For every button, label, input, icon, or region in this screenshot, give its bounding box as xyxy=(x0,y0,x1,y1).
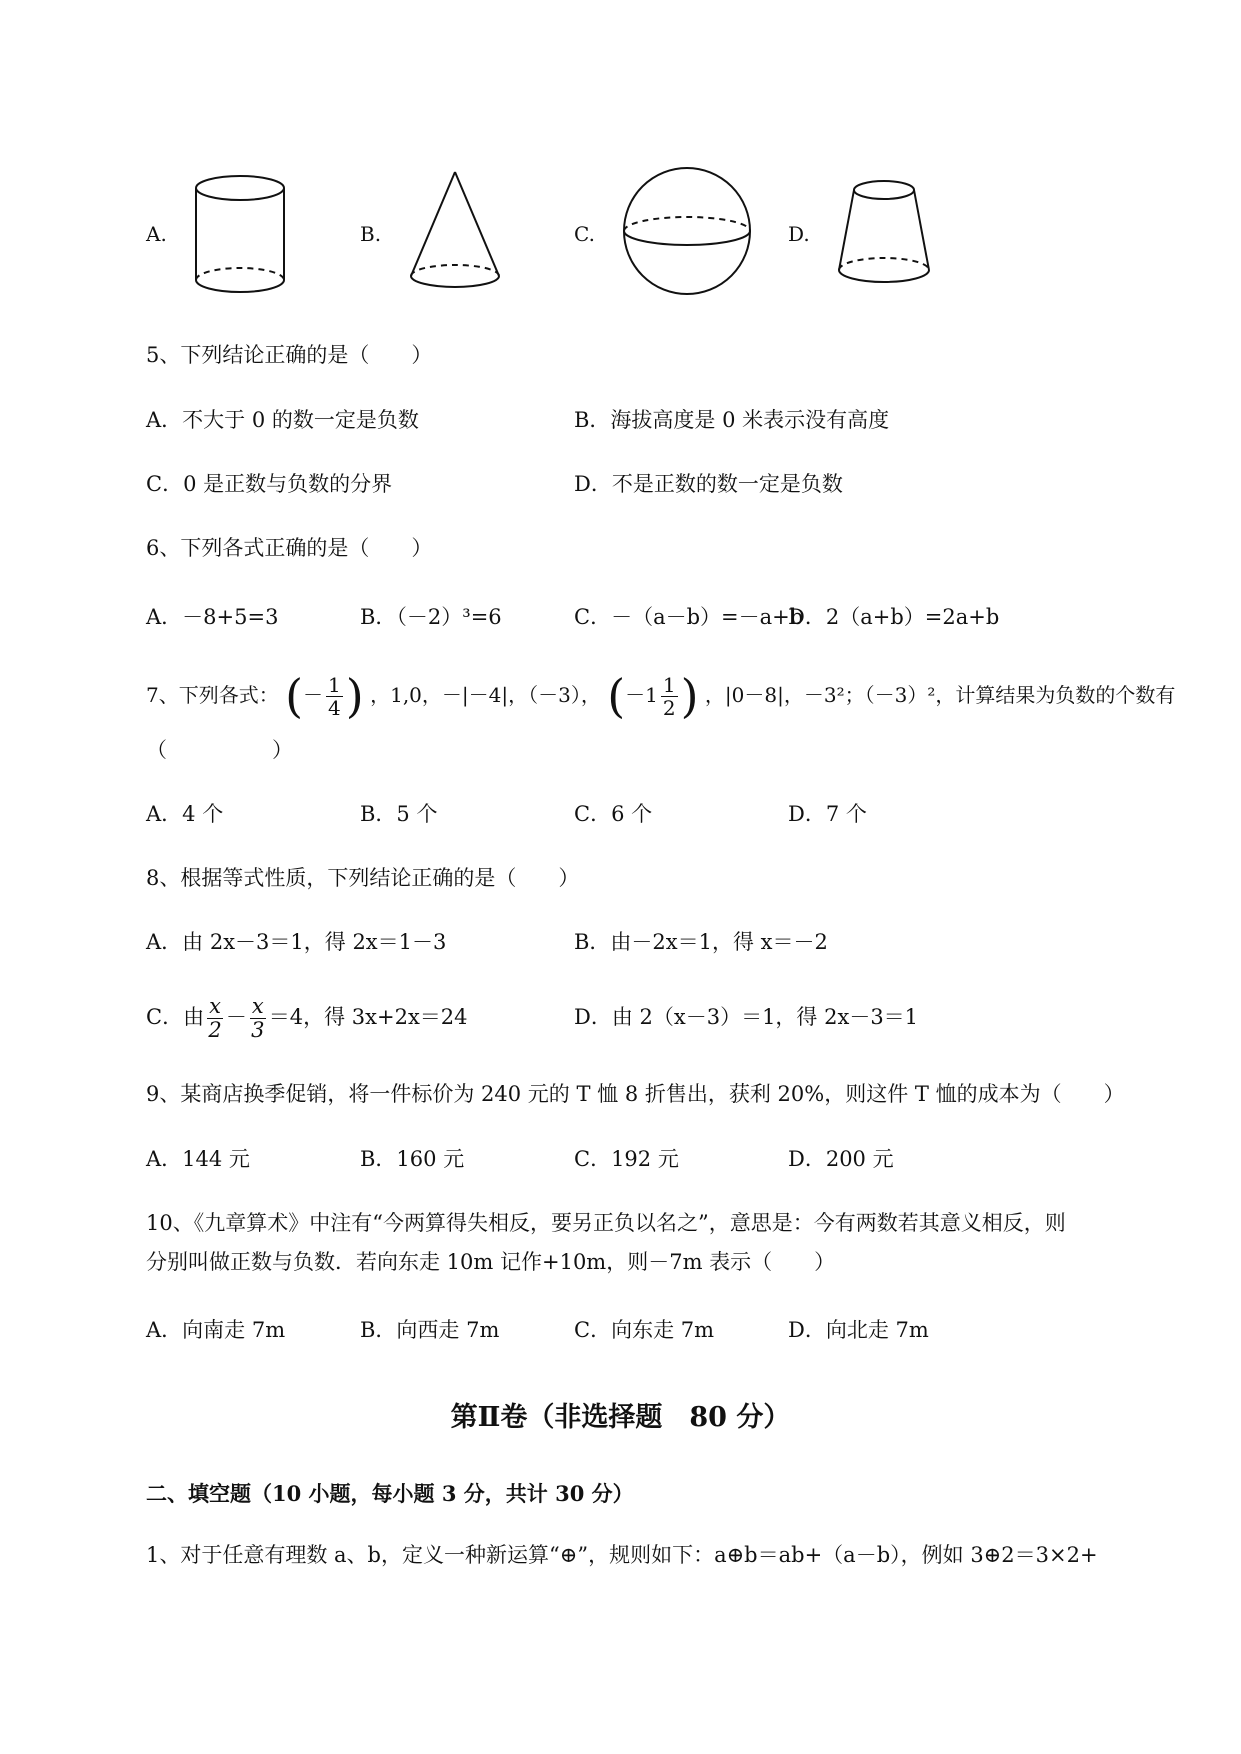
q10-option-c: C．向东走 7m xyxy=(574,1318,715,1342)
q8-option-c-prefix: C．由 xyxy=(146,1005,205,1030)
q6-option-a: A．－8+5=3 xyxy=(146,605,279,629)
q8-option-a: A．由 2x－3＝1，得 2x＝1－3 xyxy=(146,930,447,954)
q8-option-b: B．由－2x＝1，得 x＝－2 xyxy=(574,930,828,954)
q7-fraction-2: $\frac{1}{2}$ xyxy=(662,673,676,721)
q8-option-c-suffix: ＝4，得 3x+2x＝24 xyxy=(268,1005,468,1030)
section-2-title: 二、填空题（10 小题，每小题 3 分，共计 30 分） xyxy=(146,1481,634,1506)
q10-option-a: A．向南走 7m xyxy=(146,1318,286,1342)
q7-stem-suffix: ，计算结果为负数的个数有 xyxy=(935,683,1176,708)
q9-option-b: B．160 元 xyxy=(360,1147,465,1171)
q10-stem-line-2: 分别叫做正数与负数．若向东走 10m 记作+10m，则－7m 表示（ ） xyxy=(146,1250,836,1274)
q5-stem: 5、下列结论正确的是（ ） xyxy=(146,343,433,367)
part-2-title: 第Ⅱ卷（非选择题 80 分） xyxy=(450,1402,791,1433)
frustum-icon xyxy=(834,176,934,296)
cone-icon xyxy=(405,168,505,298)
q5-option-b: B．海拔高度是 0 米表示没有高度 xyxy=(574,408,890,432)
q9-stem: 9、某商店换季促销，将一件标价为 240 元的 T 恤 8 折售出，获利 20%，则这件 T 恤的成本为（ ） xyxy=(146,1082,1125,1106)
q6-stem: 6、下列各式正确的是（ ） xyxy=(146,536,433,560)
figure-options-row xyxy=(0,160,1241,310)
q5-option-c: C．0 是正数与负数的分界 xyxy=(146,472,393,496)
q8-fraction-1: $\frac{x}{2}$ xyxy=(208,994,222,1043)
q10-option-b: B．向西走 7m xyxy=(360,1318,500,1342)
q7-stem: 7、下列各式： (－ $\frac{1}{4}$ ) ，1,0，－|－4|，（－3）， (－1 $\frac{1}{2}$ ) ，|0－8|，－3²；（－3）²，计算结果为负数的个数有 xyxy=(146,669,1176,723)
q7-stem-line-2: （ ） xyxy=(146,738,293,762)
q9-option-a: A．144 元 xyxy=(146,1147,250,1171)
option-label-c: C. xyxy=(574,222,595,246)
q9-option-c: C．192 元 xyxy=(574,1147,679,1171)
q7-stem-middle-1: ，1,0，－|－4|，（－3）， xyxy=(370,683,601,708)
q8-option-d: D．由 2（x－3）＝1，得 2x－3＝1 xyxy=(574,1005,919,1029)
q10-option-d: D．向北走 7m xyxy=(788,1318,929,1342)
q6-option-b: B．（－2）³=6 xyxy=(360,605,502,629)
q7-stem-prefix: 7、下列各式： xyxy=(146,683,279,708)
option-label-d: D. xyxy=(788,222,810,246)
q7-option-b: B．5 个 xyxy=(360,802,438,826)
q8-option-c: C．由 $\frac{x}{2}$ － $\frac{x}{3}$ ＝4，得 3x+2x＝24 xyxy=(146,994,468,1043)
option-label-b: B. xyxy=(360,222,382,246)
q7-fraction-2-whole: 1 xyxy=(645,683,658,708)
q6-option-d: D．2（a+b）=2a+b xyxy=(788,605,1000,629)
q5-option-a: A．不大于 0 的数一定是负数 xyxy=(146,408,419,432)
q7-option-c: C．6 个 xyxy=(574,802,653,826)
q7-option-d: D．7 个 xyxy=(788,802,867,826)
q7-fraction-1: $\frac{1}{4}$ xyxy=(328,673,341,721)
q6-option-c: C．－（a－b）=－a+b xyxy=(574,605,804,629)
fill-question-1: 1、对于任意有理数 a、b，定义一种新运算“⊕”，规则如下：a⊕b＝ab+（a－b），例如 3⊕2＝3×2+ xyxy=(146,1543,1098,1567)
sphere-icon xyxy=(620,164,754,298)
q8-fraction-2: $\frac{x}{3}$ xyxy=(251,994,265,1043)
cylinder-icon xyxy=(190,170,290,300)
q8-stem: 8、根据等式性质，下列结论正确的是（ ） xyxy=(146,866,580,890)
option-label-a: A. xyxy=(146,222,167,246)
q5-option-d: D．不是正数的数一定是负数 xyxy=(574,472,843,496)
q9-option-d: D．200 元 xyxy=(788,1147,894,1171)
q7-option-a: A．4 个 xyxy=(146,802,224,826)
q7-stem-middle-2: ，|0－8|，－3²；（－3）² xyxy=(704,683,936,708)
q10-stem-line-1: 10、《九章算术》中注有“今两算得失相反，要另正负以名之”，意思是：今有两数若其意义相反，则 xyxy=(146,1211,1066,1235)
